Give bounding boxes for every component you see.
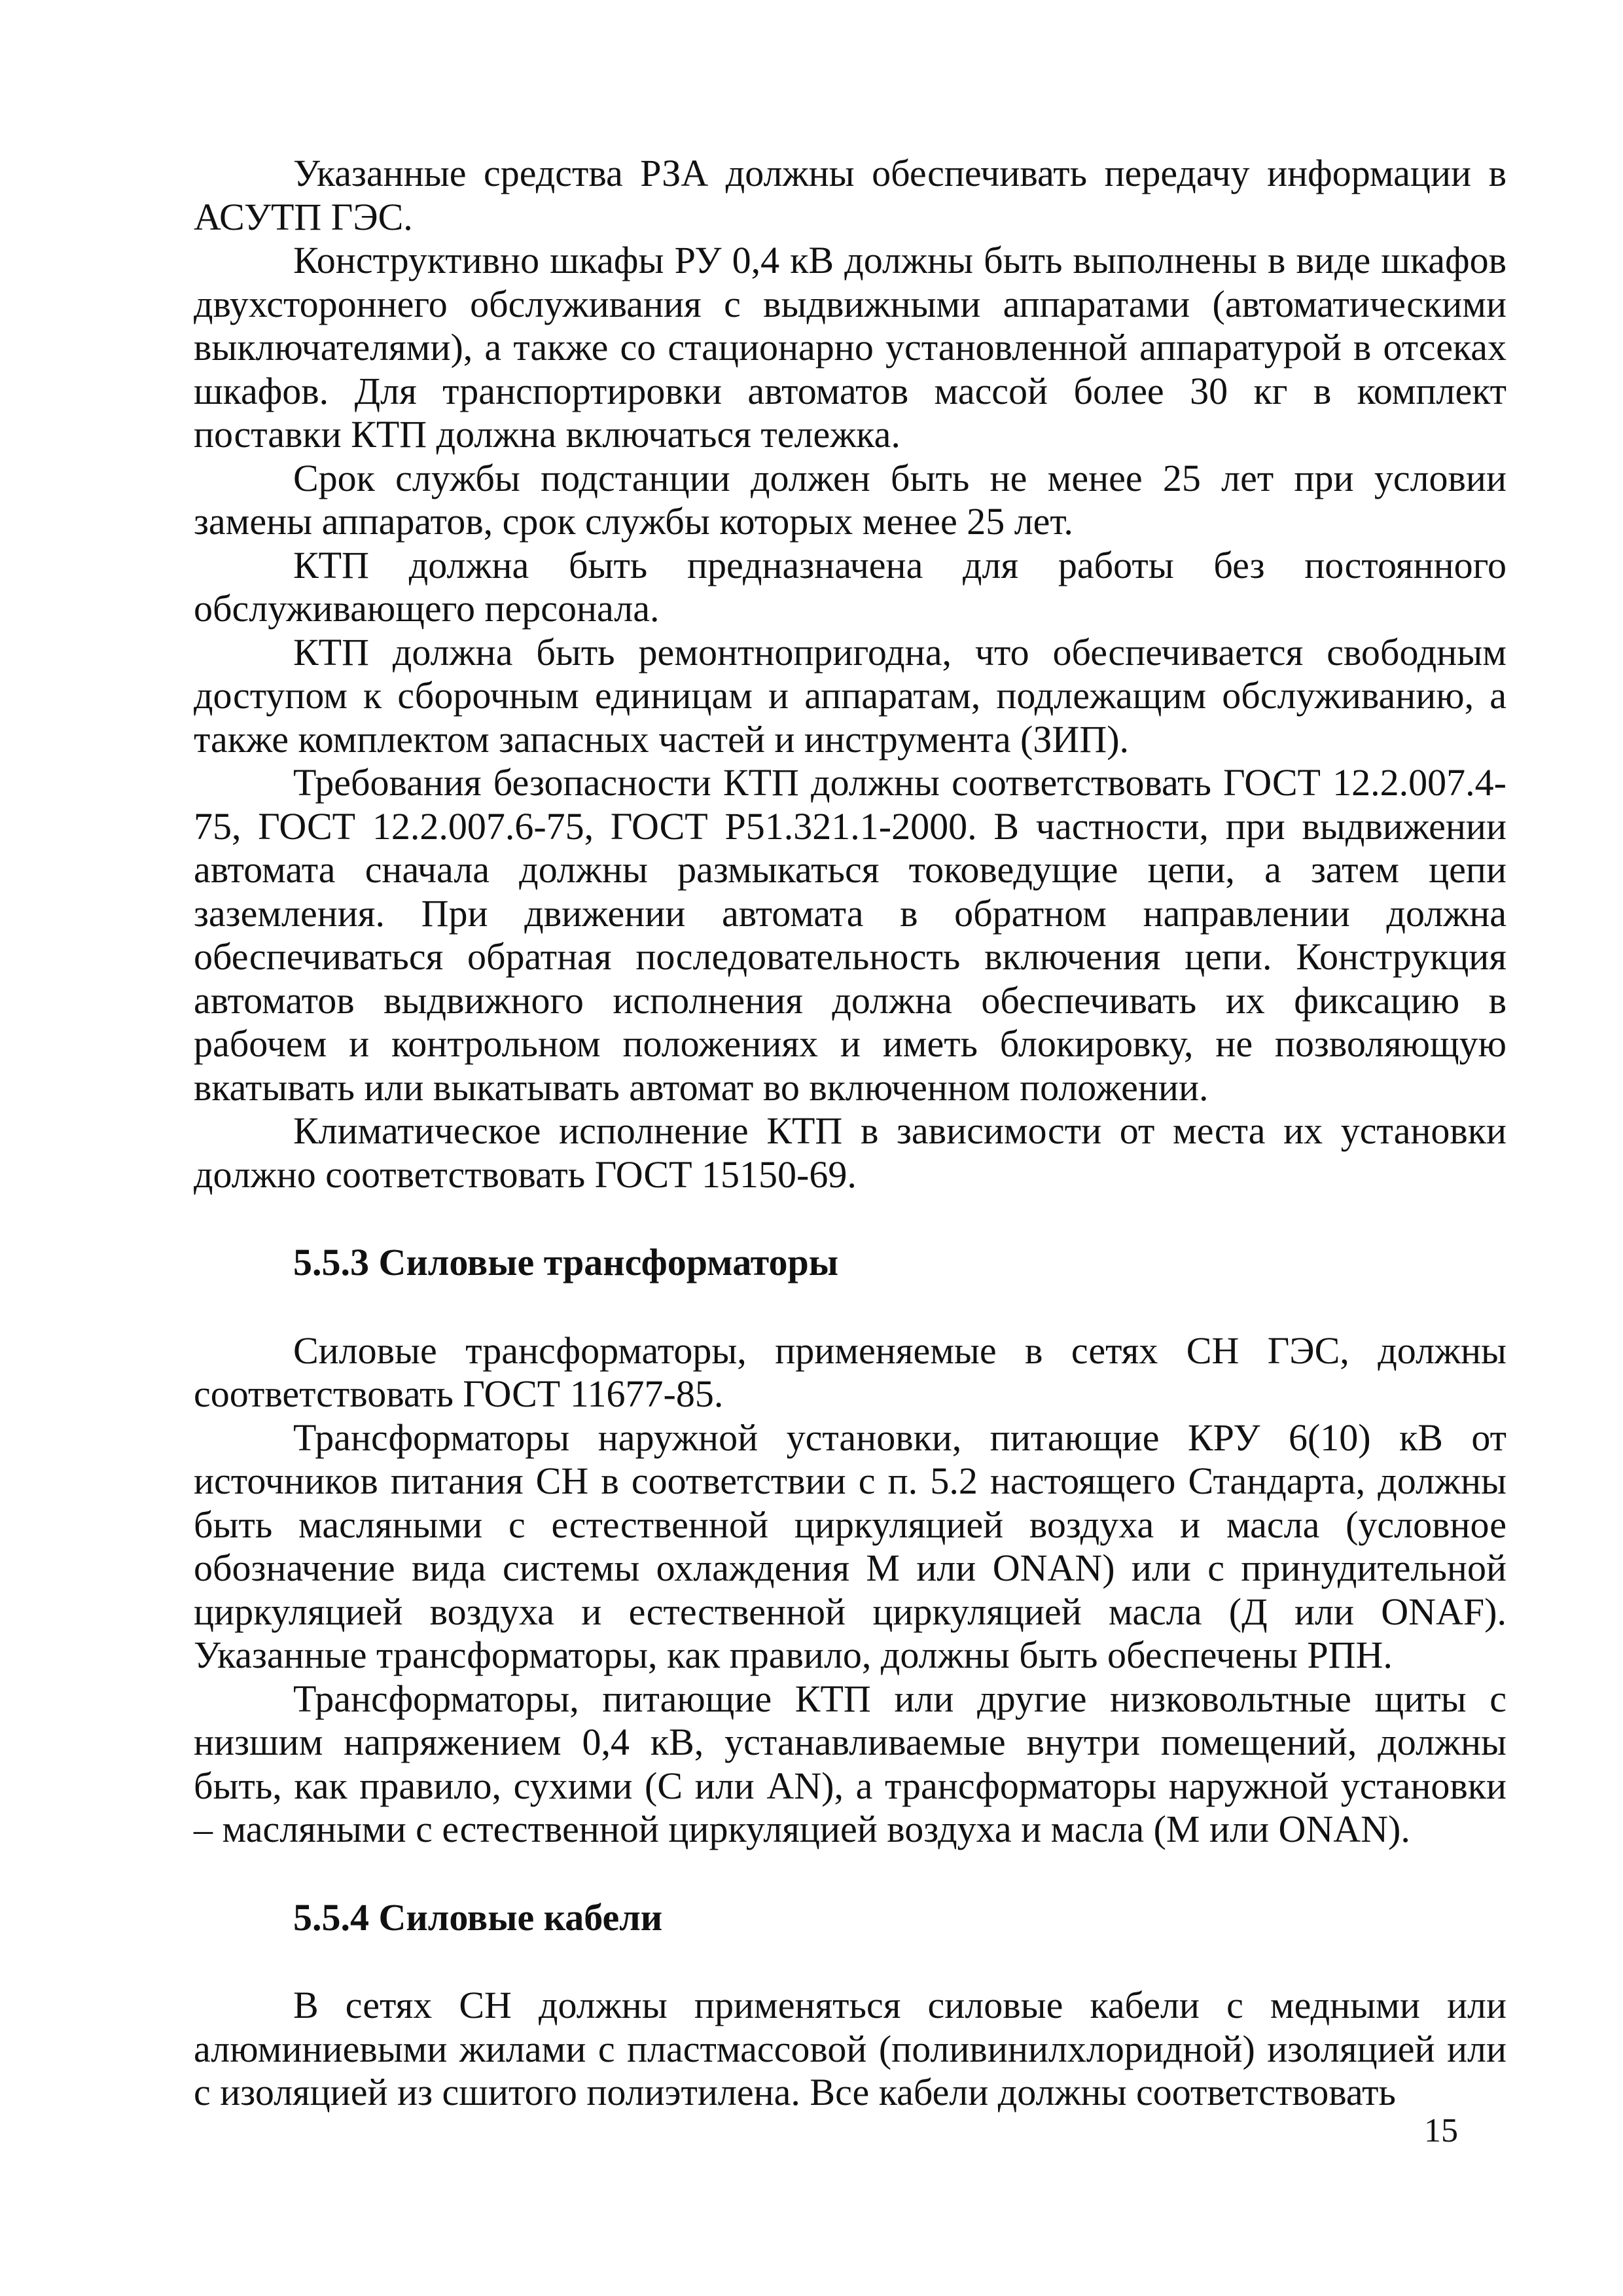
paragraph-switchgear-design: Конструктивно шкафы РУ 0,4 кВ должны быть выполнены в виде шкафов двухстороннего обслуживания с выдвижными аппаратами (автоматическими выключателями), а также со стационарно установленной аппаратурой в отсеках шкафов. Для транспортировки автоматов массой более 30 кг в комплект поставки КТП должна включаться тележка.: [194, 239, 1507, 456]
page-number: 15: [1424, 2112, 1458, 2149]
paragraph-power-cables: В сетях СН должны применяться силовые кабели с медными или алюминиевыми жилами с пластмассовой (поливинилхлоридной) изоляцией или с изоляцией из сшитого полиэтилена. Все кабели должны соответствовать: [194, 1984, 1507, 2113]
section-heading-power-transformers: 5.5.3 Силовые трансформаторы: [293, 1241, 838, 1283]
paragraph-safety-requirements: Требования безопасности КТП должны соответствовать ГОСТ 12.2.007.4-75, ГОСТ 12.2.007.6-75, ГОСТ Р51.321.1-2000. В частности, при выдвижении автомата сначала должны размыкаться токоведущие цепи, а затем цепи заземления. При движении автомата в обратном направлении должна обеспечиваться обратная последовательность включения цепи. Конструкция автоматов выдвижного исполнения должна обеспечивать их фиксацию в рабочем и контрольном положениях и иметь блокировку, не позволяющую вкатывать или выкатывать автомат во включенном положении.: [194, 761, 1507, 1109]
section-heading-power-cables: 5.5.4 Силовые кабели: [293, 1895, 663, 1939]
paragraph-rza-info: Указанные средства РЗА должны обеспечивать передачу информации в АСУТП ГЭС.: [194, 152, 1507, 238]
paragraph-unattended-operation: КТП должна быть предназначена для работы без постоянного обслуживающего персонала.: [194, 543, 1507, 630]
paragraph-outdoor-transformers: Трансформаторы наружной установки, питающие КРУ 6(10) кВ от источников питания СН в соответствии с п. 5.2 настоящего Стандарта, должны быть масляными с естественной циркуляцией воздуха и масла (условное обозначение вида системы охлаждения М или ONAN) или с принудительной циркуляцией воздуха и естественной циркуляцией масла (Д или ONAF). Указанные трансформаторы, как правило, должны быть обеспечены РПН.: [194, 1416, 1507, 1676]
document-page: [194, 152, 1507, 2115]
paragraph-transformers-standard: Силовые трансформаторы, применяемые в сетях СН ГЭС, должны соответствовать ГОСТ 11677-85.: [194, 1329, 1507, 1415]
paragraph-low-voltage-transformers: Трансформаторы, питающие КТП или другие низковольтные щиты с низшим напряжением 0,4 кВ, устанавливаемые внутри помещений, должны быть, как правило, сухими (С или AN), а трансформаторы наружной установки – масляными с естественной циркуляцией воздуха и масла (М или ONAN).: [194, 1677, 1507, 1850]
paragraph-climatic-version: Климатическое исполнение КТП в зависимости от места их установки должно соответствовать ГОСТ 15150-69.: [194, 1109, 1507, 1196]
paragraph-service-life: Срок службы подстанции должен быть не менее 25 лет при условии замены аппаратов, срок службы которых менее 25 лет.: [194, 456, 1507, 543]
paragraph-maintainability: КТП должна быть ремонтнопригодна, что обеспечивается свободным доступом к сборочным единицам и аппаратам, подлежащим обслуживанию, а также комплектом запасных частей и инструмента (ЗИП).: [194, 630, 1507, 761]
